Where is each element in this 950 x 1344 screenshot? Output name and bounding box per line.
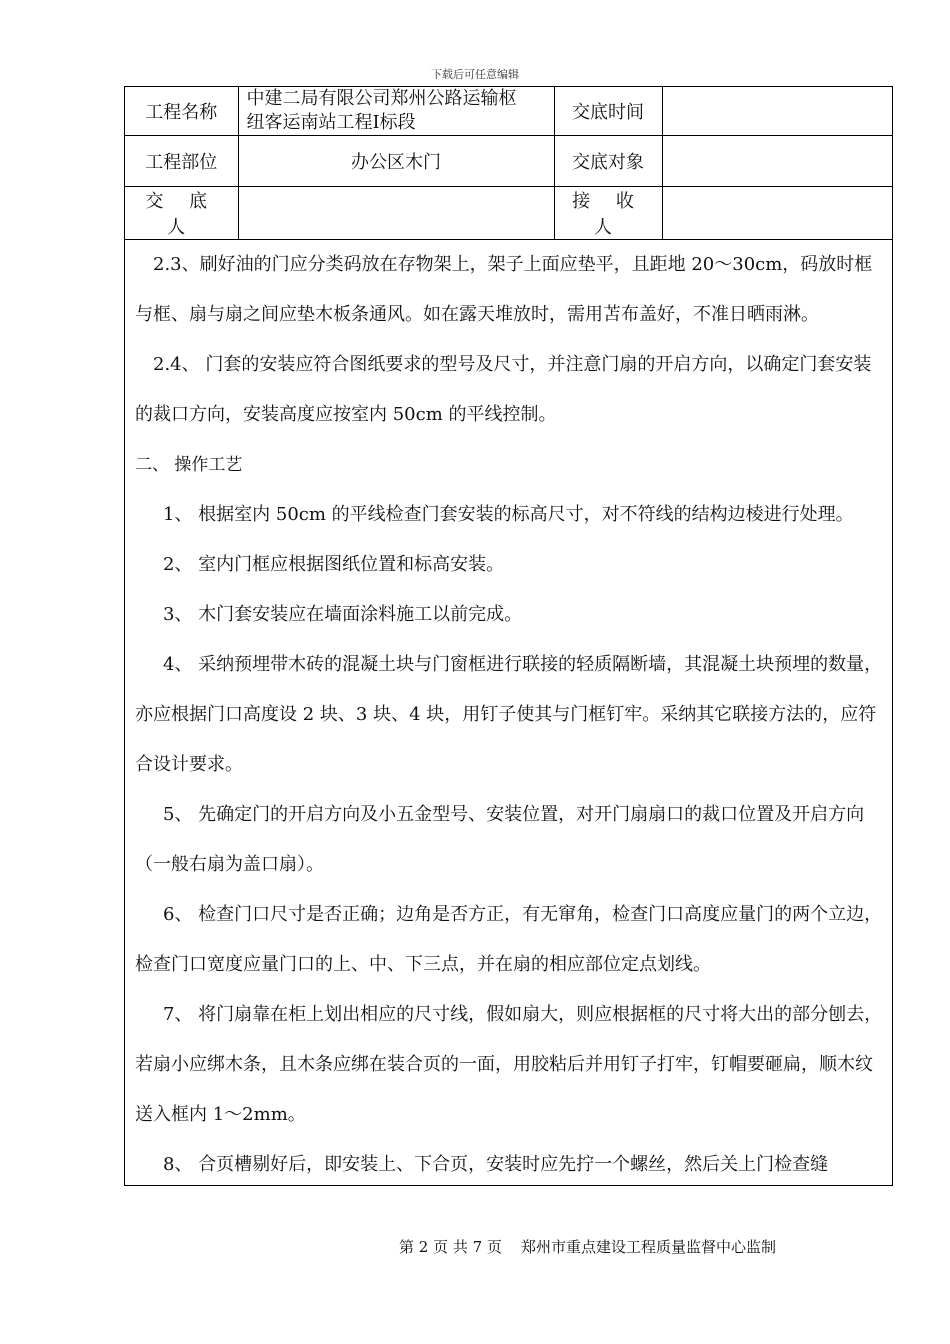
receiver-label: 接 收 人 bbox=[554, 187, 662, 240]
project-part-label: 工程部位 bbox=[125, 136, 238, 187]
project-name-value bbox=[238, 87, 554, 136]
step-7: 7、 将门扇靠在柜上划出相应的尺寸线，假如扇大，则应根据框的尺寸将大出的部分刨去，若扇小应绑木条，且木条应绑在装合页的一面，用胶粘后并用钉子打牢，钉帽要砸扁，顺木纹送入框内 1～2mm。 bbox=[135, 1004, 883, 1125]
project-name-label: 工程名称 bbox=[125, 87, 238, 136]
page-footer: 第 2 页 共 7 页 郑州市重点建设工程质量监督中心监制 bbox=[399, 1238, 777, 1256]
section-heading-operation-process: 二、 操作工艺 bbox=[135, 455, 243, 475]
step-1: 1、 根据室内 50cm 的平线检查门套安装的标高尺寸，对不符线的结构边棱进行处理。 bbox=[163, 504, 854, 525]
paragraph-2-4: 2.4、 门套的安装应符合图纸要求的型号及尺寸，并注意门扇的开启方向，以确定门套安装的裁口方向，安装高度应按室内 50cm 的平线控制。 bbox=[135, 354, 872, 425]
project-part-value: 办公区木门 bbox=[238, 136, 554, 187]
handover-info-table bbox=[125, 87, 892, 240]
handover-time-label: 交底时间 bbox=[554, 87, 662, 136]
step-4: 4、 采纳预埋带木砖的混凝土块与门窗框进行联接的轻质隔断墙，其混凝土块预埋的数量，亦应根据门口高度设 2 块、3 块、4 块，用钉子使其与门框钉牢。采纳其它联接方法的，应符合设计要求。 bbox=[135, 654, 883, 775]
document-frame bbox=[124, 86, 893, 1186]
step-2: 2、 室内门框应根据图纸位置和标高安装。 bbox=[163, 554, 505, 575]
handover-time-value bbox=[662, 87, 892, 136]
handover-person-label: 交 底 人 bbox=[125, 187, 238, 240]
handover-target-label: 交底对象 bbox=[554, 136, 662, 187]
project-name-line2: 纽客运南站工程Ⅰ标段 bbox=[246, 112, 416, 133]
step-5: 5、 先确定门的开启方向及小五金型号、安装位置，对开门扇扇口的裁口位置及开启方向（一般右扇为盖口扇）。 bbox=[135, 804, 865, 875]
handover-person-value bbox=[238, 187, 554, 240]
paragraph-2-3: 2.3、刷好油的门应分类码放在存物架上，架子上面应垫平，且距地 20～30cm，码放时框与框、扇与扇之间应垫木板条通风。如在露天堆放时，需用苫布盖好，不准日晒雨淋。 bbox=[135, 254, 873, 325]
receiver-value bbox=[662, 187, 892, 240]
step-3: 3、 木门套安装应在墙面涂料施工以前完成。 bbox=[163, 604, 523, 625]
download-note: 下载后可任意编辑 bbox=[431, 68, 519, 81]
handover-target-value bbox=[662, 136, 892, 187]
project-name-line1: 中建二局有限公司郑州公路运输枢 bbox=[246, 88, 517, 109]
step-6: 6、 检查门口尺寸是否正确；边角是否方正，有无窜角，检查门口高度应量门的两个立边，检查门口宽度应量门口的上、中、下三点，并在扇的相应部位定点划线。 bbox=[135, 904, 883, 975]
content-body bbox=[125, 240, 892, 1190]
step-8: 8、 合页槽剔好后，即安装上、下合页，安装时应先拧一个螺丝，然后关上门检查缝 bbox=[163, 1154, 829, 1175]
